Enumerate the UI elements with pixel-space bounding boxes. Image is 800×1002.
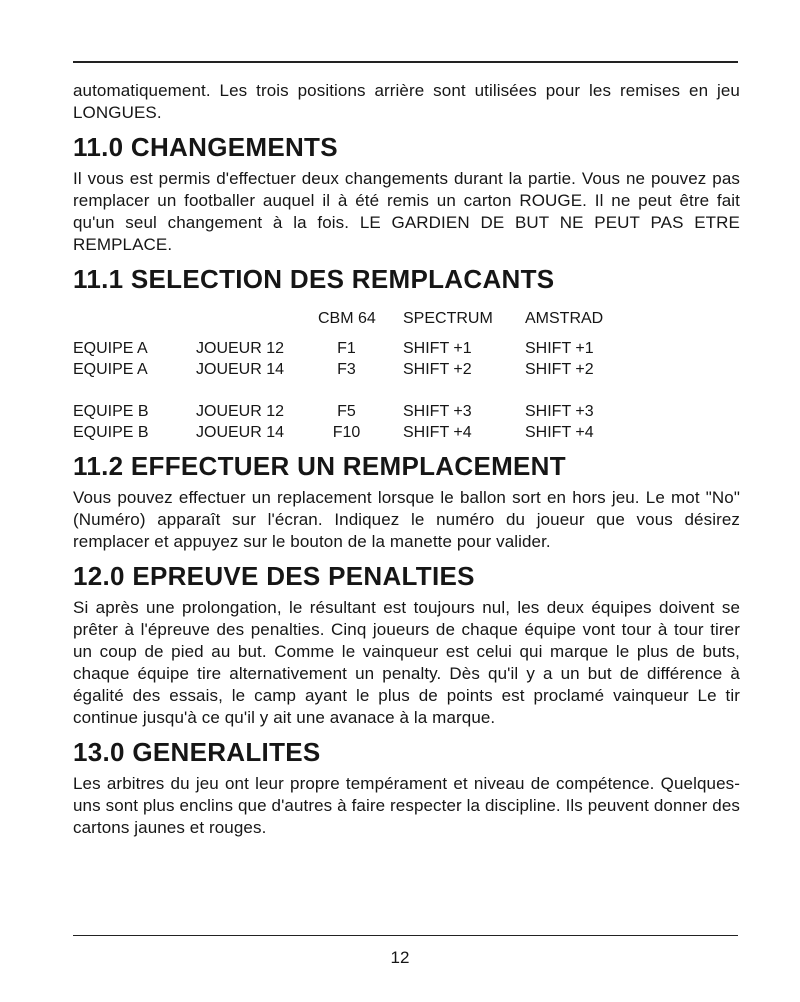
section-heading-selection: 11.1 SELECTION DES REMPLACANTS bbox=[73, 264, 555, 294]
table-row bbox=[73, 338, 645, 359]
section-heading-changements: 11.0 CHANGEMENTS bbox=[73, 132, 338, 162]
table-header-row bbox=[73, 310, 645, 338]
page-content bbox=[73, 80, 740, 839]
table-row bbox=[73, 422, 645, 443]
spectrum-key-cell: SHIFT +3 bbox=[403, 402, 472, 420]
table-header-spectrum: SPECTRUM bbox=[403, 310, 493, 327]
spectrum-key-cell: SHIFT +1 bbox=[403, 339, 472, 357]
player-cell: JOUEUR 12 bbox=[196, 339, 285, 357]
section-heading-remplacement: 11.2 EFFECTUER UN REMPLACEMENT bbox=[73, 451, 566, 481]
bottom-rule bbox=[73, 935, 738, 936]
spectrum-key-cell: SHIFT +4 bbox=[403, 423, 472, 441]
cbm-key-cell: F3 bbox=[337, 360, 356, 378]
table-spacer-row bbox=[73, 380, 645, 401]
cbm-key-cell: F10 bbox=[332, 423, 361, 441]
table-header-cell bbox=[73, 310, 196, 338]
player-cell: JOUEUR 14 bbox=[196, 423, 285, 441]
table-header-cell bbox=[196, 310, 318, 338]
amstrad-key-cell: SHIFT +2 bbox=[525, 360, 594, 378]
player-cell: JOUEUR 14 bbox=[196, 360, 285, 378]
team-cell: EQUIPE A bbox=[73, 360, 148, 378]
team-cell: EQUIPE A bbox=[73, 339, 148, 357]
cbm-key-cell: F1 bbox=[337, 339, 356, 357]
section-heading-penalties: 12.0 EPREUVE DES PENALTIES bbox=[73, 561, 475, 591]
table-row bbox=[73, 401, 645, 422]
amstrad-key-cell: SHIFT +1 bbox=[525, 339, 594, 357]
section-heading-generalites: 13.0 GENERALITES bbox=[73, 737, 321, 767]
cbm-key-cell: F5 bbox=[337, 402, 356, 420]
section-body-penalties: Si après une prolongation, le résultant est toujours nul, les deux équipes doivent se prêter à l'épreuve des penalties. Cinq joueurs de chaque équipe vont tour à tour tirer un coup de pied au but. Comme le vainqueur est celui qui marque le plus de buts, chaque équipe tire alternativement un penalty. Dès qu'il y a un but de différence à égalité des essais, le camp ayant le plus de points est proclamé vainqueur Le tir continue jusqu'à ce qu'il y ait une avanace à la marque. bbox=[73, 598, 740, 727]
spectrum-key-cell: SHIFT +2 bbox=[403, 360, 472, 378]
team-cell: EQUIPE B bbox=[73, 402, 149, 420]
amstrad-key-cell: SHIFT +3 bbox=[525, 402, 594, 420]
top-rule bbox=[73, 61, 738, 63]
substitution-table bbox=[73, 310, 645, 443]
player-cell: JOUEUR 12 bbox=[196, 402, 285, 420]
amstrad-key-cell: SHIFT +4 bbox=[525, 423, 594, 441]
section-body-changements: Il vous est permis d'effectuer deux changements durant la partie. Vous ne pouvez pas remplacer un footballer auquel il à été remis un carton ROUGE. Il ne peut être fait qu'un seul changement à la fois. LE GARDIEN DE BUT NE PEUT PAS ETRE REMPLACE. bbox=[73, 169, 740, 254]
section-body-generalites: Les arbitres du jeu ont leur propre tempérament et niveau de compétence. Quelques-uns sont plus enclins que d'autres à faire respecter la discipline. Ils peuvent donner des cartons jaunes et rouges. bbox=[73, 774, 740, 837]
page-number: 12 bbox=[390, 948, 410, 967]
table-header-amstrad: AMSTRAD bbox=[525, 310, 604, 327]
intro-paragraph: automatiquement. Les trois positions arrière sont utilisées pour les remises en jeu LONGUES. bbox=[73, 81, 740, 122]
table-header-cbm64: CBM 64 bbox=[318, 310, 376, 327]
team-cell: EQUIPE B bbox=[73, 423, 149, 441]
section-body-remplacement: Vous pouvez effectuer un replacement lorsque le ballon sort en hors jeu. Le mot "No" (Numéro) apparaît sur l'écran. Indiquez le numéro du joueur que vous désirez remplacer et appuyez sur le bouton de la manette pour valider. bbox=[73, 488, 740, 551]
table-row bbox=[73, 359, 645, 380]
